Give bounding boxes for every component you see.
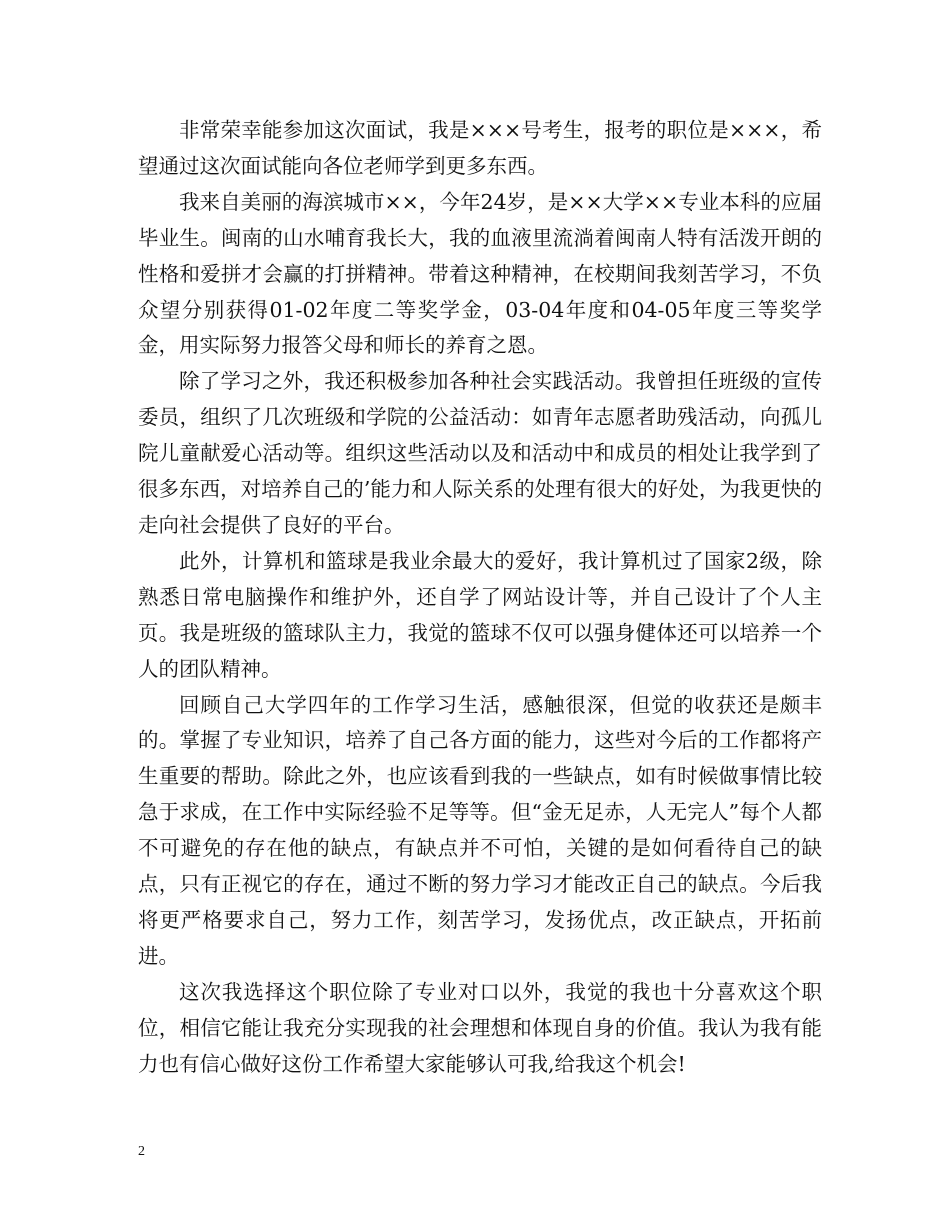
page-number: 2 (138, 1144, 145, 1159)
paragraph-activities: 除了学习之外，我还积极参加各种社会实践活动。我曾担任班级的宣传委员，组织了几次班级和学院的公益活动：如青年志愿者助残活动，向孤儿院儿童献爱心活动等。组织这些活动以及和活动中和成员的相处让我学到了很多东西，对培养自己的’能力和人际关系的处理有很大的好处，为我更快的走向社会提供了良好的平台。 (138, 369, 822, 537)
paragraph-intro: 非常荣幸能参加这次面试，我是×××号考生，报考的职位是×××，希望通过这次面试能向各位老师学到更多东西。 (138, 118, 822, 178)
paragraph-reflection: 回顾自己大学四年的工作学习生活，感触很深，但觉的收获还是颇丰的。掌握了专业知识，培养了自己各方面的能力，这些对今后的工作都将产生重要的帮助。除此之外，也应该看到我的一些缺点，如有时候做事情比较急于求成，在工作中实际经验不足等等。但“金无足赤，人无完人”每个人都不可避免的存在他的缺点，有缺点并不可怕，关键的是如何看待自己的缺点，只有正视它的存在，通过不断的努力学习才能改正自己的缺点。今后我将更严格要求自己，努力工作，刻苦学习，发扬优点，改正缺点，开拓前进。 (138, 692, 822, 968)
paragraph-background: 我来自美丽的海滨城市××，今年24岁，是××大学××专业本科的应届毕业生。闽南的山水哺育我长大，我的血液里流淌着闽南人特有活泼开朗的性格和爱拼才会赢的打拼精神。带着这种精神，在校期间我刻苦学习，不负众望分别获得01-02年度二等奖学金，03-04年度和04-05年度三等奖学金，用实际努力报答父母和师长的养育之恩。 (138, 189, 822, 358)
paragraph-hobbies: 此外，计算机和篮球是我业余最大的爱好，我计算机过了国家2级，除熟悉日常电脑操作和维护外，还自学了网站设计等，并自己设计了个人主页。我是班级的篮球队主力，我觉的篮球不仅可以强身健体还可以培养一个人的团队精神。 (138, 548, 822, 681)
document-body (138, 113, 822, 1082)
paragraph-closing: 这次我选择这个职位除了专业对口以外，我觉的我也十分喜欢这个职位，相信它能让我充分实现我的社会理想和体现自身的价值。我认为我有能力也有信心做好这份工作希望大家能够认可我,给我这个机会! (138, 979, 822, 1076)
